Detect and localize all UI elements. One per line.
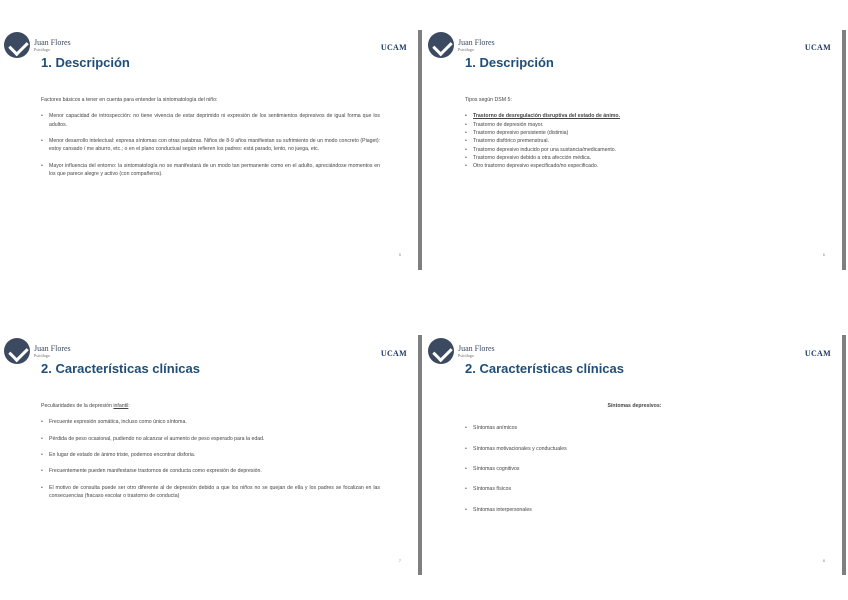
- slide-title: 1. Descripción: [465, 55, 554, 70]
- page-number: 8: [822, 558, 825, 563]
- list-item: • Menor capacidad de introspección: no tiene vivencia de estar deprimido ni expresión de los sentimientos depresivos de igual forma que los adultos.: [41, 112, 380, 129]
- slide-divider: [418, 30, 422, 270]
- slide-body: [465, 402, 804, 526]
- brand-label: UCAM: [804, 349, 831, 358]
- page-number: 7: [398, 558, 401, 563]
- slide-1: [0, 14, 413, 269]
- list-item: • Trastorno de desregulación disruptiva del estado de ánimo.: [465, 112, 804, 120]
- list-item: • Frecuentemente pueden manifestarse trastornos de conducta como expresión de depresión.: [41, 467, 380, 475]
- slide-divider: [842, 335, 846, 575]
- logo-name: Juan Flores: [458, 343, 495, 353]
- slide-body: [41, 96, 380, 186]
- list-item: • Frecuente expresión somática, incluso como único síntoma.: [41, 418, 380, 426]
- list-item: • Otro trastorno depresivo especificado/no especificado.: [465, 162, 804, 170]
- list-item: • Pérdida de peso ocasional, pudiendo no alcanzar el aumento de peso esperado para la edad.: [41, 435, 380, 443]
- logo-subtitle: Psicólogo: [34, 46, 50, 52]
- slide-body: [465, 96, 804, 171]
- logo-subtitle: Psicólogo: [458, 352, 474, 358]
- intro-text: [41, 402, 380, 410]
- list-item: • El motivo de consulta puede ser otro diferente al de depresión debido a que los niños no se quejan de ella y los padres se focalizan en las consecuencias (fracaso escolar o trastorno de conducta): [41, 484, 380, 501]
- slide-body: [41, 402, 380, 508]
- slide-title: 1. Descripción: [41, 55, 130, 70]
- slide-title: 2. Características clínicas: [41, 361, 200, 376]
- slide-title: 2. Características clínicas: [465, 361, 624, 376]
- brand-label: UCAM: [380, 43, 407, 52]
- list-item: • Mayor influencia del entorno: la sintomatología no se manifestará de un modo tan permanente como en el adulto, apreciándose momentos en los que parece alegre y activo (con compañeros).: [41, 162, 380, 179]
- dove-logo-icon: [4, 32, 30, 58]
- slide-divider: [842, 30, 846, 270]
- logo-subtitle: Psicólogo: [458, 46, 474, 52]
- brand-label: UCAM: [380, 349, 407, 358]
- intro-text-c: :: [128, 403, 130, 409]
- section-heading: Síntomas depresivos:: [607, 403, 662, 409]
- list-item: • Síntomas físicos: [465, 485, 804, 493]
- dove-logo-icon: [4, 338, 30, 364]
- logo-name: Juan Flores: [458, 37, 495, 47]
- list-item: • Trastorno de depresión mayor.: [465, 121, 804, 129]
- list-item: • Trastorno depresivo debido a otra afección médica.: [465, 154, 804, 162]
- dove-logo-icon: [428, 338, 454, 364]
- slide-divider: [418, 335, 422, 575]
- intro-text: Tipos según DSM 5:: [465, 97, 512, 103]
- page-number: 6: [822, 252, 825, 257]
- intro-text-a: Peculiaridades de la depresión: [41, 403, 114, 409]
- intro-text: Factores básicos a tener en cuenta para entender la sintomatología del niño:: [41, 97, 218, 103]
- list-item: • Síntomas interpersonales: [465, 506, 804, 514]
- list-item: • En lugar de estado de ánimo triste, podemos encontrar disforia.: [41, 451, 380, 459]
- slide-2: [424, 14, 837, 269]
- intro-text-b: infantil: [113, 403, 129, 409]
- list-item: • Trastorno disfórico premenstrual.: [465, 137, 804, 145]
- list-item: • Trastorno depresivo inducido por una sustancia/medicamento.: [465, 146, 804, 154]
- page-number: 5: [398, 252, 401, 257]
- logo-subtitle: Psicólogo: [34, 352, 50, 358]
- logo-name: Juan Flores: [34, 343, 71, 353]
- list-item: • Síntomas motivacionales y conductuales: [465, 445, 804, 453]
- list-item: • Menor desarrollo intelectual: expresa síntomas con otras palabras. Niños de 8-9 años manifiestan su sufrimiento de un modo concreto (Piaget): estoy cansado / me aburro, etc.; o en el plano conductual según refieren los padres: está parado, lento, no juega, etc.: [41, 137, 380, 154]
- slide-3: [0, 320, 413, 575]
- list-item: • Trastorno depresivo persistente (distimia): [465, 129, 804, 137]
- dove-logo-icon: [428, 32, 454, 58]
- brand-label: UCAM: [804, 43, 831, 52]
- list-item: • Síntomas anímicos: [465, 424, 804, 432]
- logo-name: Juan Flores: [34, 37, 71, 47]
- slide-4: [424, 320, 837, 575]
- list-item: • Síntomas cognitivos: [465, 465, 804, 473]
